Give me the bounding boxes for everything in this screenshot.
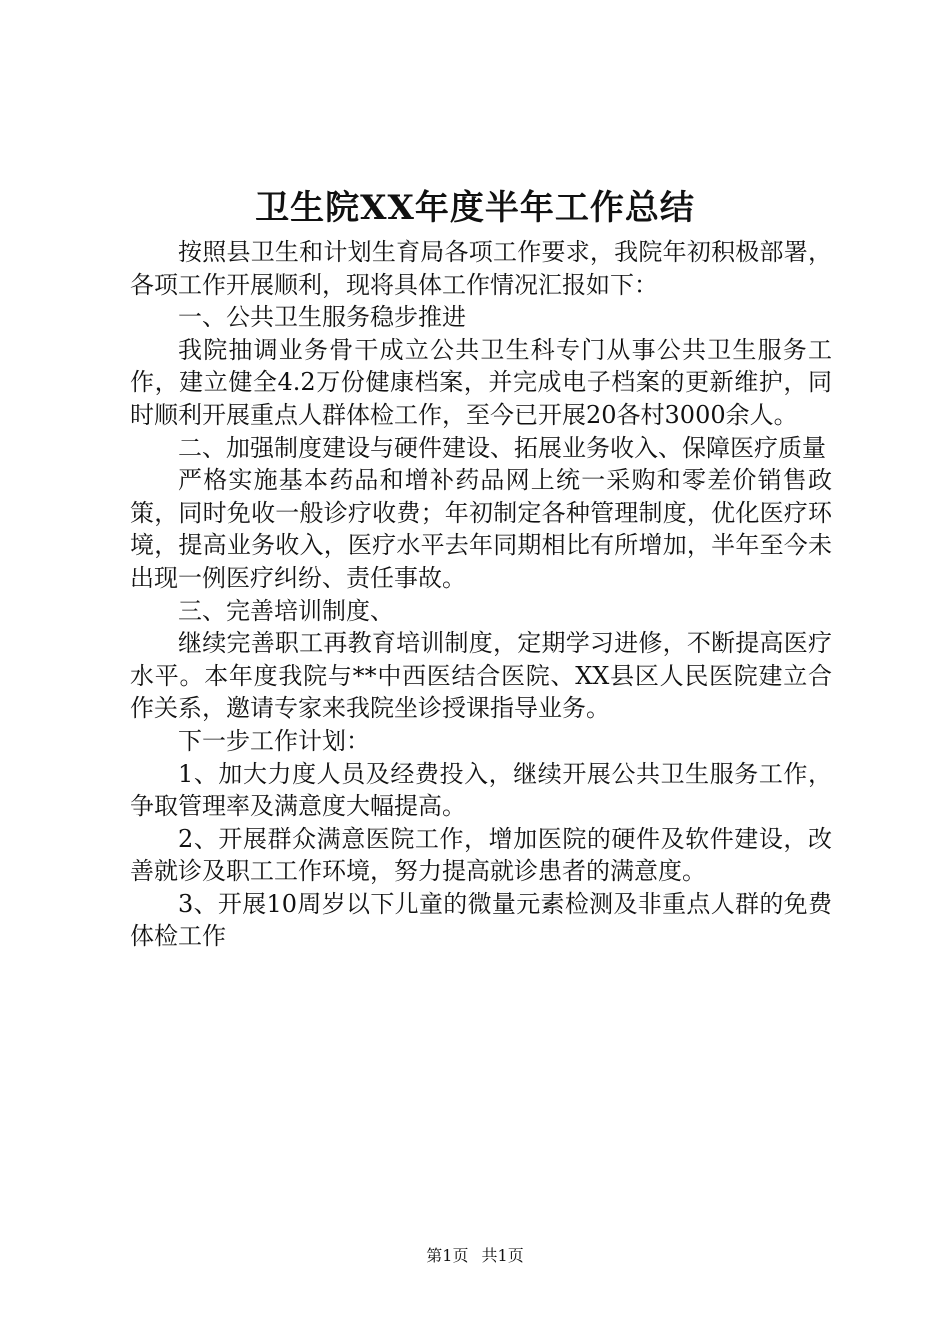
page-footer <box>0 1244 950 1268</box>
plan-item-1: 1、加大力度人员及经费投入，继续开展公共卫生服务工作，争取管理率及满意度大幅提高。 <box>130 759 832 821</box>
paragraph-medical-quality: 严格实施基本药品和增补药品网上统一采购和零差价销售政策，同时免收一般诊疗收费；年初制定各种管理制度，优化医疗环境，提高业务收入，医疗水平去年同期相比有所增加，半年至今未出现一例医疗纠纷、责任事故。 <box>130 466 832 592</box>
paragraph-intro: 按照县卫生和计划生育局各项工作要求，我院年初积极部署，各项工作开展顺利，现将具体工作情况汇报如下： <box>130 238 832 299</box>
paragraph-public-health: 我院抽调业务骨干成立公共卫生科专门从事公共卫生服务工作，建立健全4.2万份健康档案，并完成电子档案的更新维护，同时顺利开展重点人群体检工作，至今已开展20各村3000余人。 <box>130 335 832 429</box>
plan-item-3: 3、开展10周岁以下儿童的微量元素检测及非重点人群的免费体检工作 <box>130 889 832 951</box>
section-heading-1: 一、公共卫生服务稳步推进 <box>178 303 466 332</box>
section-heading-2: 二、加强制度建设与硬件建设、拓展业务收入、保障医疗质量 <box>178 433 826 462</box>
section-heading-plan: 下一步工作计划： <box>178 726 370 755</box>
document-title: 卫生院XX年度半年工作总结 <box>255 188 695 228</box>
page-number: 第1页 <box>426 1246 469 1265</box>
document-body <box>130 236 832 953</box>
page-total: 共1页 <box>481 1246 524 1265</box>
section-heading-3: 三、完善培训制度、 <box>178 596 394 625</box>
plan-item-2: 2、开展群众满意医院工作，增加医院的硬件及软件建设，改善就诊及职工工作环境，努力提高就诊患者的满意度。 <box>130 824 832 886</box>
paragraph-training: 继续完善职工再教育培训制度，定期学习进修，不断提高医疗水平。本年度我院与**中西医结合医院、XX县区人民医院建立合作关系，邀请专家来我院坐诊授课指导业务。 <box>130 629 832 723</box>
